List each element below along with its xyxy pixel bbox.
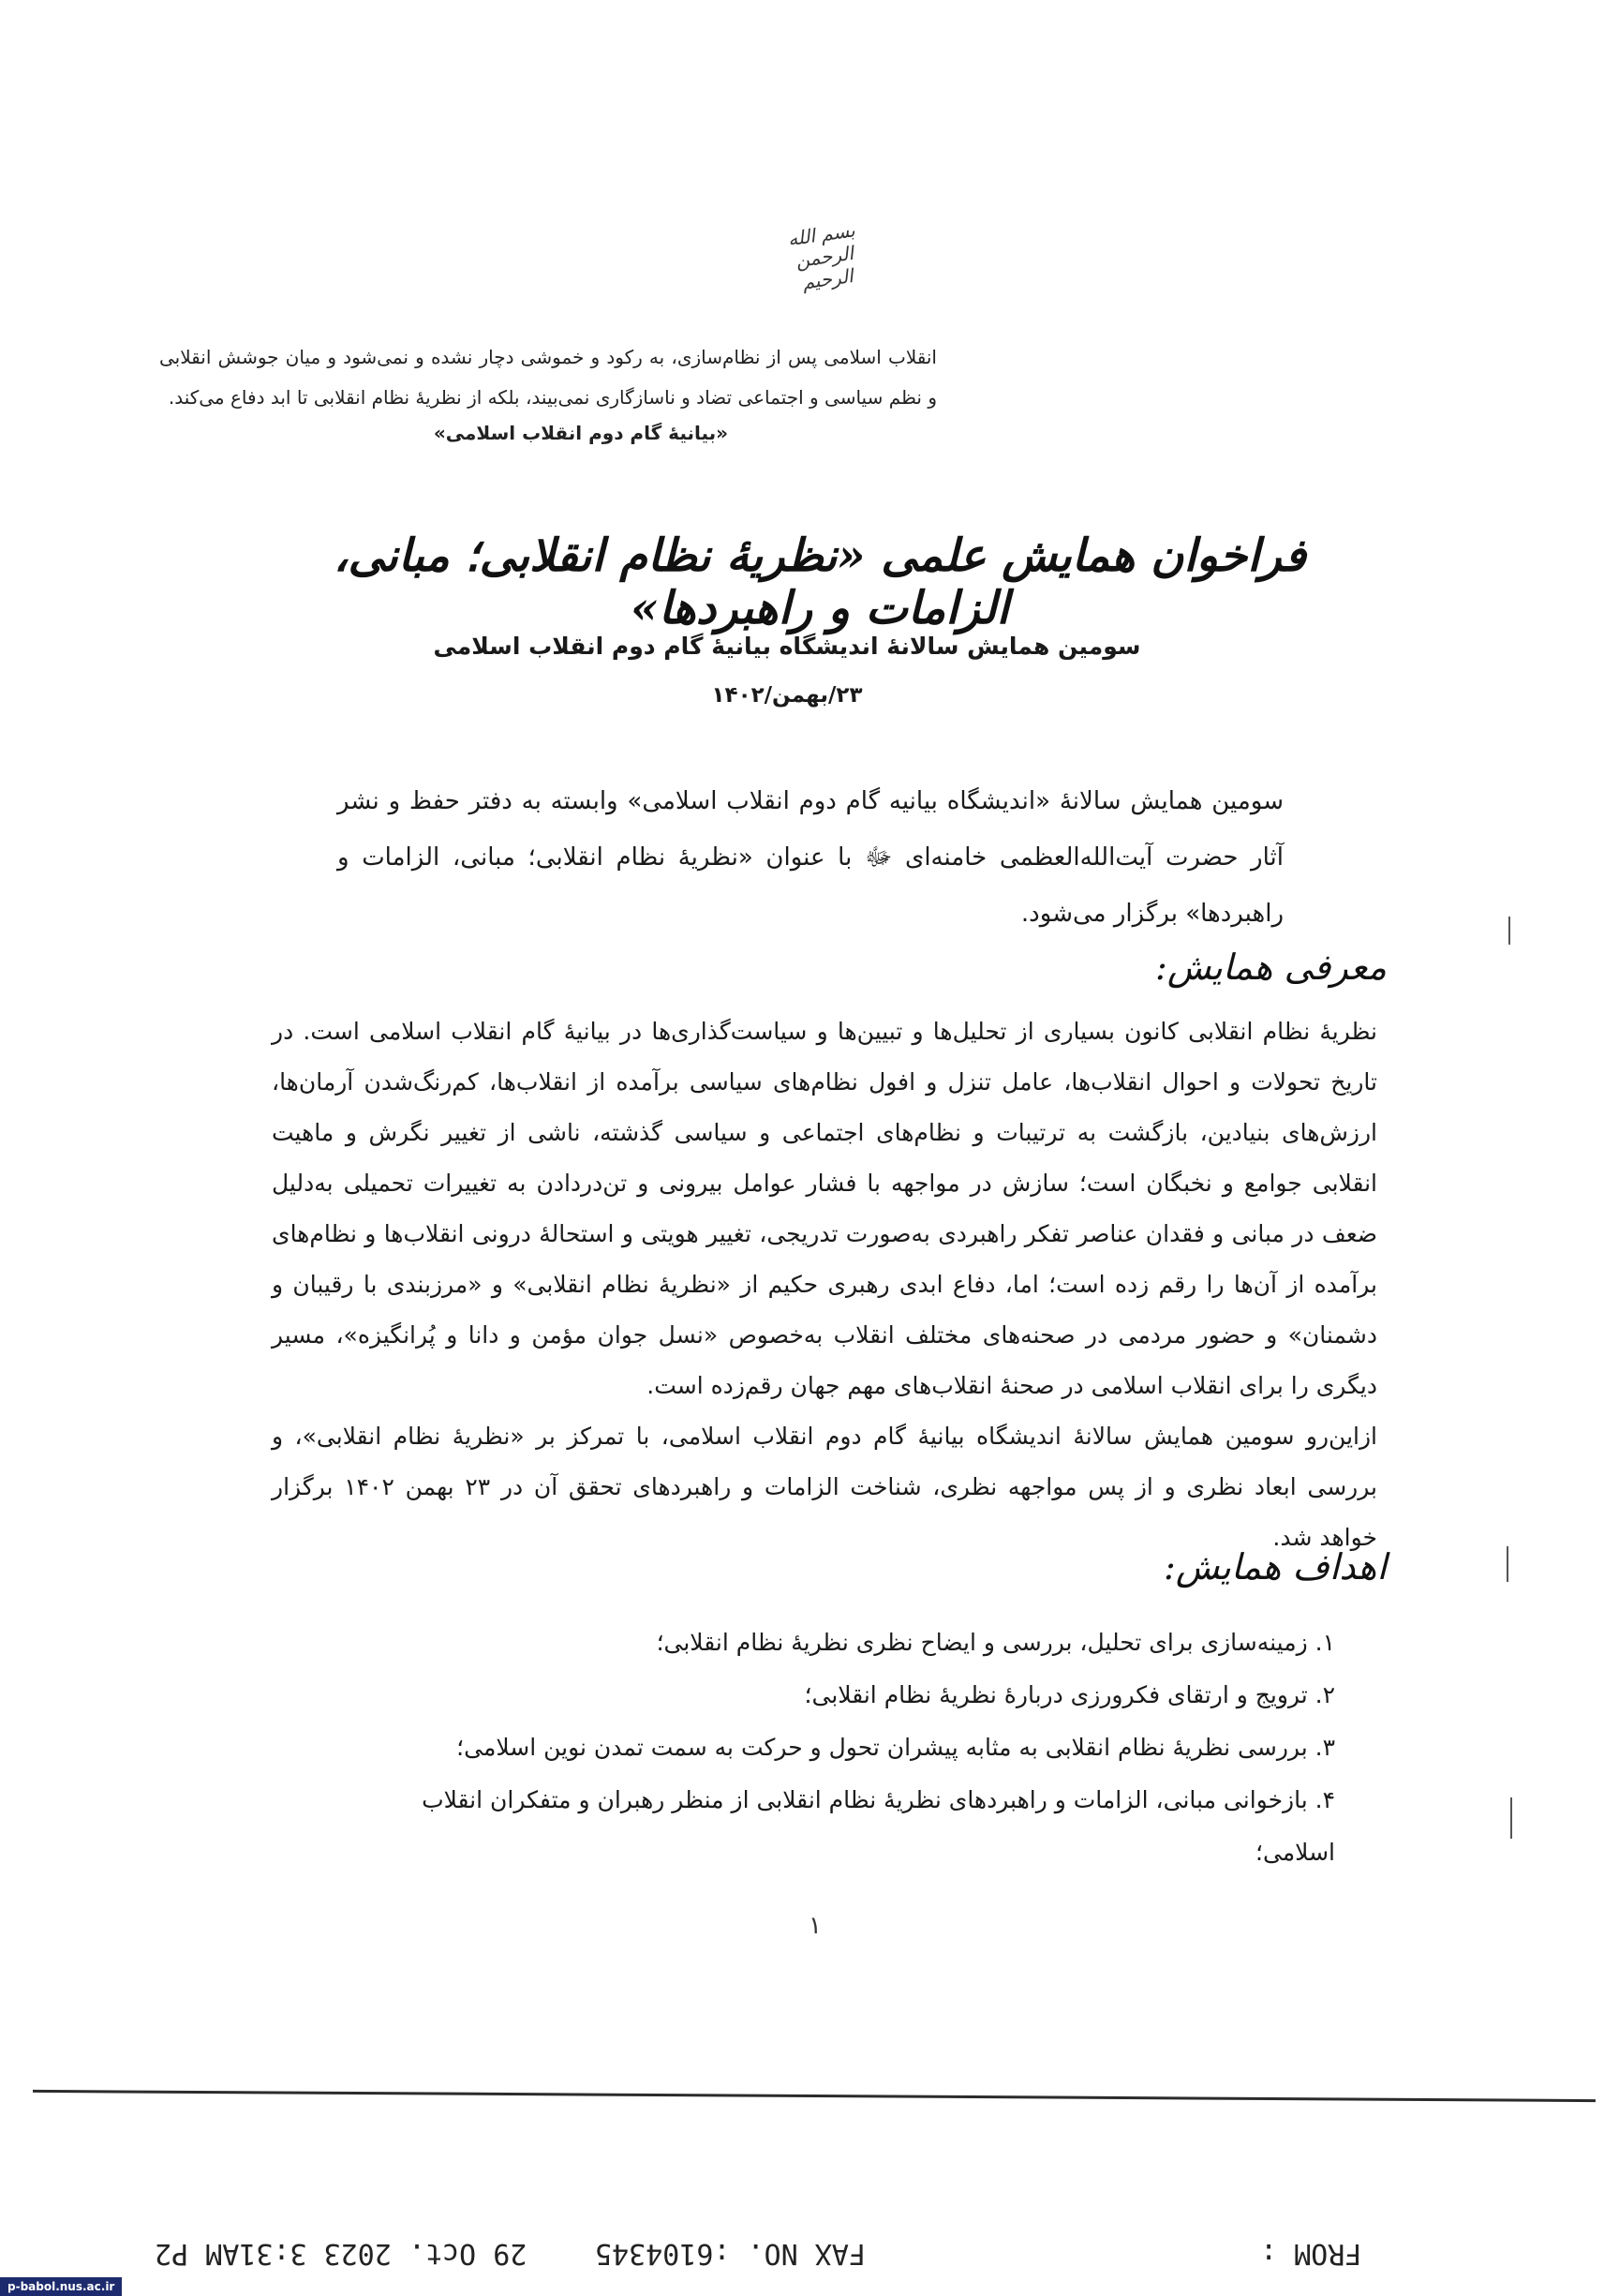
fax-number: FAX NO. :6104345 — [595, 2237, 866, 2270]
opening-quote: انقلاب اسلامی پس از نظام‌سازی، به رکود و خموشی دچار نشده و نمی‌شود و میان جوشش انقلابی و نظم سیاسی و اجتماعی تضاد و ناسازگاری نمی‌بیند، بلکه از نظریهٔ نظام انقلابی تا ابد دفاع می‌کند. — [159, 346, 937, 409]
fax-header-line — [155, 2232, 1560, 2270]
body-paragraph: ازاین‌رو سومین همایش سالانهٔ اندیشگاه بیانیهٔ گام دوم انقلاب اسلامی، با تمرکز بر «نظریهٔ نظام انقلابی»، و بررسی ابعاد نظری و از پس مواجهه نظری، شناخت الزامات و راهبردهای تحقق آن در ۲۳ بهمن ۱۴۰۲ برگزار خواهد شد. — [272, 1423, 1377, 1551]
body-paragraph: نظریهٔ نظام انقلابی کانون بسیاری از تحلیل‌ها و تبیین‌ها و سیاست‌گذاری‌ها در بیانیهٔ گام انقلاب اسلامی است. در تاریخ تحولات و احوال انقلاب‌ها، عامل تنزل و افول نظام‌های سیاسی برآمده از انقلاب‌ها، کم‌رنگ‌شدن آرمان‌ها، ارزش‌های بنیادین، بازگشت به ترتیبات و نظام‌های اجتماعی و سیاسی گذشته، ناشی از تغییر نگرش و ماهیت انقلابی جوامع و نخبگان است؛ سازش در مواجهه با فشار عوامل بیرونی و تن‌دردادن به تغییرات تحمیلی به‌دلیل ضعف در مبانی و فقدان عناصر تفکر راهبردی به‌صورت تدریجی، تغییر هویتی و استحالهٔ درونی انقلاب‌ها و نظام‌های برآمده از آن‌ها را رقم زده است؛ اما، دفاع ابدی رهبری حکیم از «نظریهٔ نظام انقلابی» و «مرزبندی با رقیبان و دشمنان» و حضور مردمی در صحنه‌های مختلف انقلاب به‌خصوص «نسل جوان مؤمن و دانا و پُرانگیزه»، مسیر دیگری را برای انقلاب اسلامی در صحنهٔ انقلاب‌های مهم جهان رقم‌زده است. — [272, 1018, 1377, 1399]
footer-rule — [33, 2090, 1596, 2102]
margin-mark — [1507, 1546, 1508, 1582]
goals-list — [394, 1617, 1335, 1879]
section-heading-introduction: معرفی همایش: — [1155, 947, 1387, 988]
fax-from: FROM : — [1260, 2237, 1362, 2270]
page-number: ۱ — [809, 1912, 822, 1940]
page-subtitle: سومین همایش سالانهٔ اندیشگاه بیانیهٔ گام دوم انقلاب اسلامی — [433, 633, 1141, 660]
list-item: ۱. زمینه‌سازی برای تحلیل، بررسی و ایضاح نظری نظریهٔ نظام انقلابی؛ — [656, 1629, 1335, 1656]
list-item: ۲. ترویج و ارتقای فکرورزی دربارهٔ نظریهٔ نظام انقلابی؛ — [804, 1681, 1335, 1708]
introduction-body — [272, 1006, 1377, 1563]
event-date: ۲۳/بهمن/۱۴۰۲ — [711, 683, 863, 708]
site-watermark: p-babol.nus.ac.ir — [0, 2277, 122, 2296]
margin-mark — [1508, 917, 1510, 945]
list-item: ۴. بازخوانی مبانی، الزامات و راهبردهای نظریهٔ نظام انقلابی از منظر رهبران و متفکران انقلاب اسلامی؛ — [422, 1786, 1335, 1866]
fax-datetime: 29 Oct. 2023 3:31AM P2 — [155, 2237, 527, 2270]
page-title: فراخوان همایش علمی «نظریهٔ نظام انقلابی؛ مبانی، الزامات و راهبردها» — [334, 529, 1306, 634]
margin-mark — [1510, 1797, 1512, 1839]
quote-source: «بیانیهٔ گام دوم انقلاب اسلامی» — [433, 422, 729, 444]
basmala-calligraphy: بسم الله الرحمن الرحیم — [786, 218, 857, 294]
intro-paragraph: سومین همایش سالانهٔ «اندیشگاه بیانیه گام دوم انقلاب اسلامی» وابسته به دفتر حفظ و نشر آثار حضرت آیت‌الله‌العظمی خامنه‌ای ﷻ با عنوان «نظریهٔ نظام انقلابی؛ مبانی، الزامات و راهبردها» برگزار می‌شود. — [337, 787, 1284, 928]
list-item: ۳. بررسی نظریهٔ نظام انقلابی به مثابه پیشران تحول و حرکت به سمت تمدن نوین اسلامی؛ — [456, 1734, 1335, 1761]
section-heading-goals: اهداف همایش: — [1164, 1546, 1387, 1588]
